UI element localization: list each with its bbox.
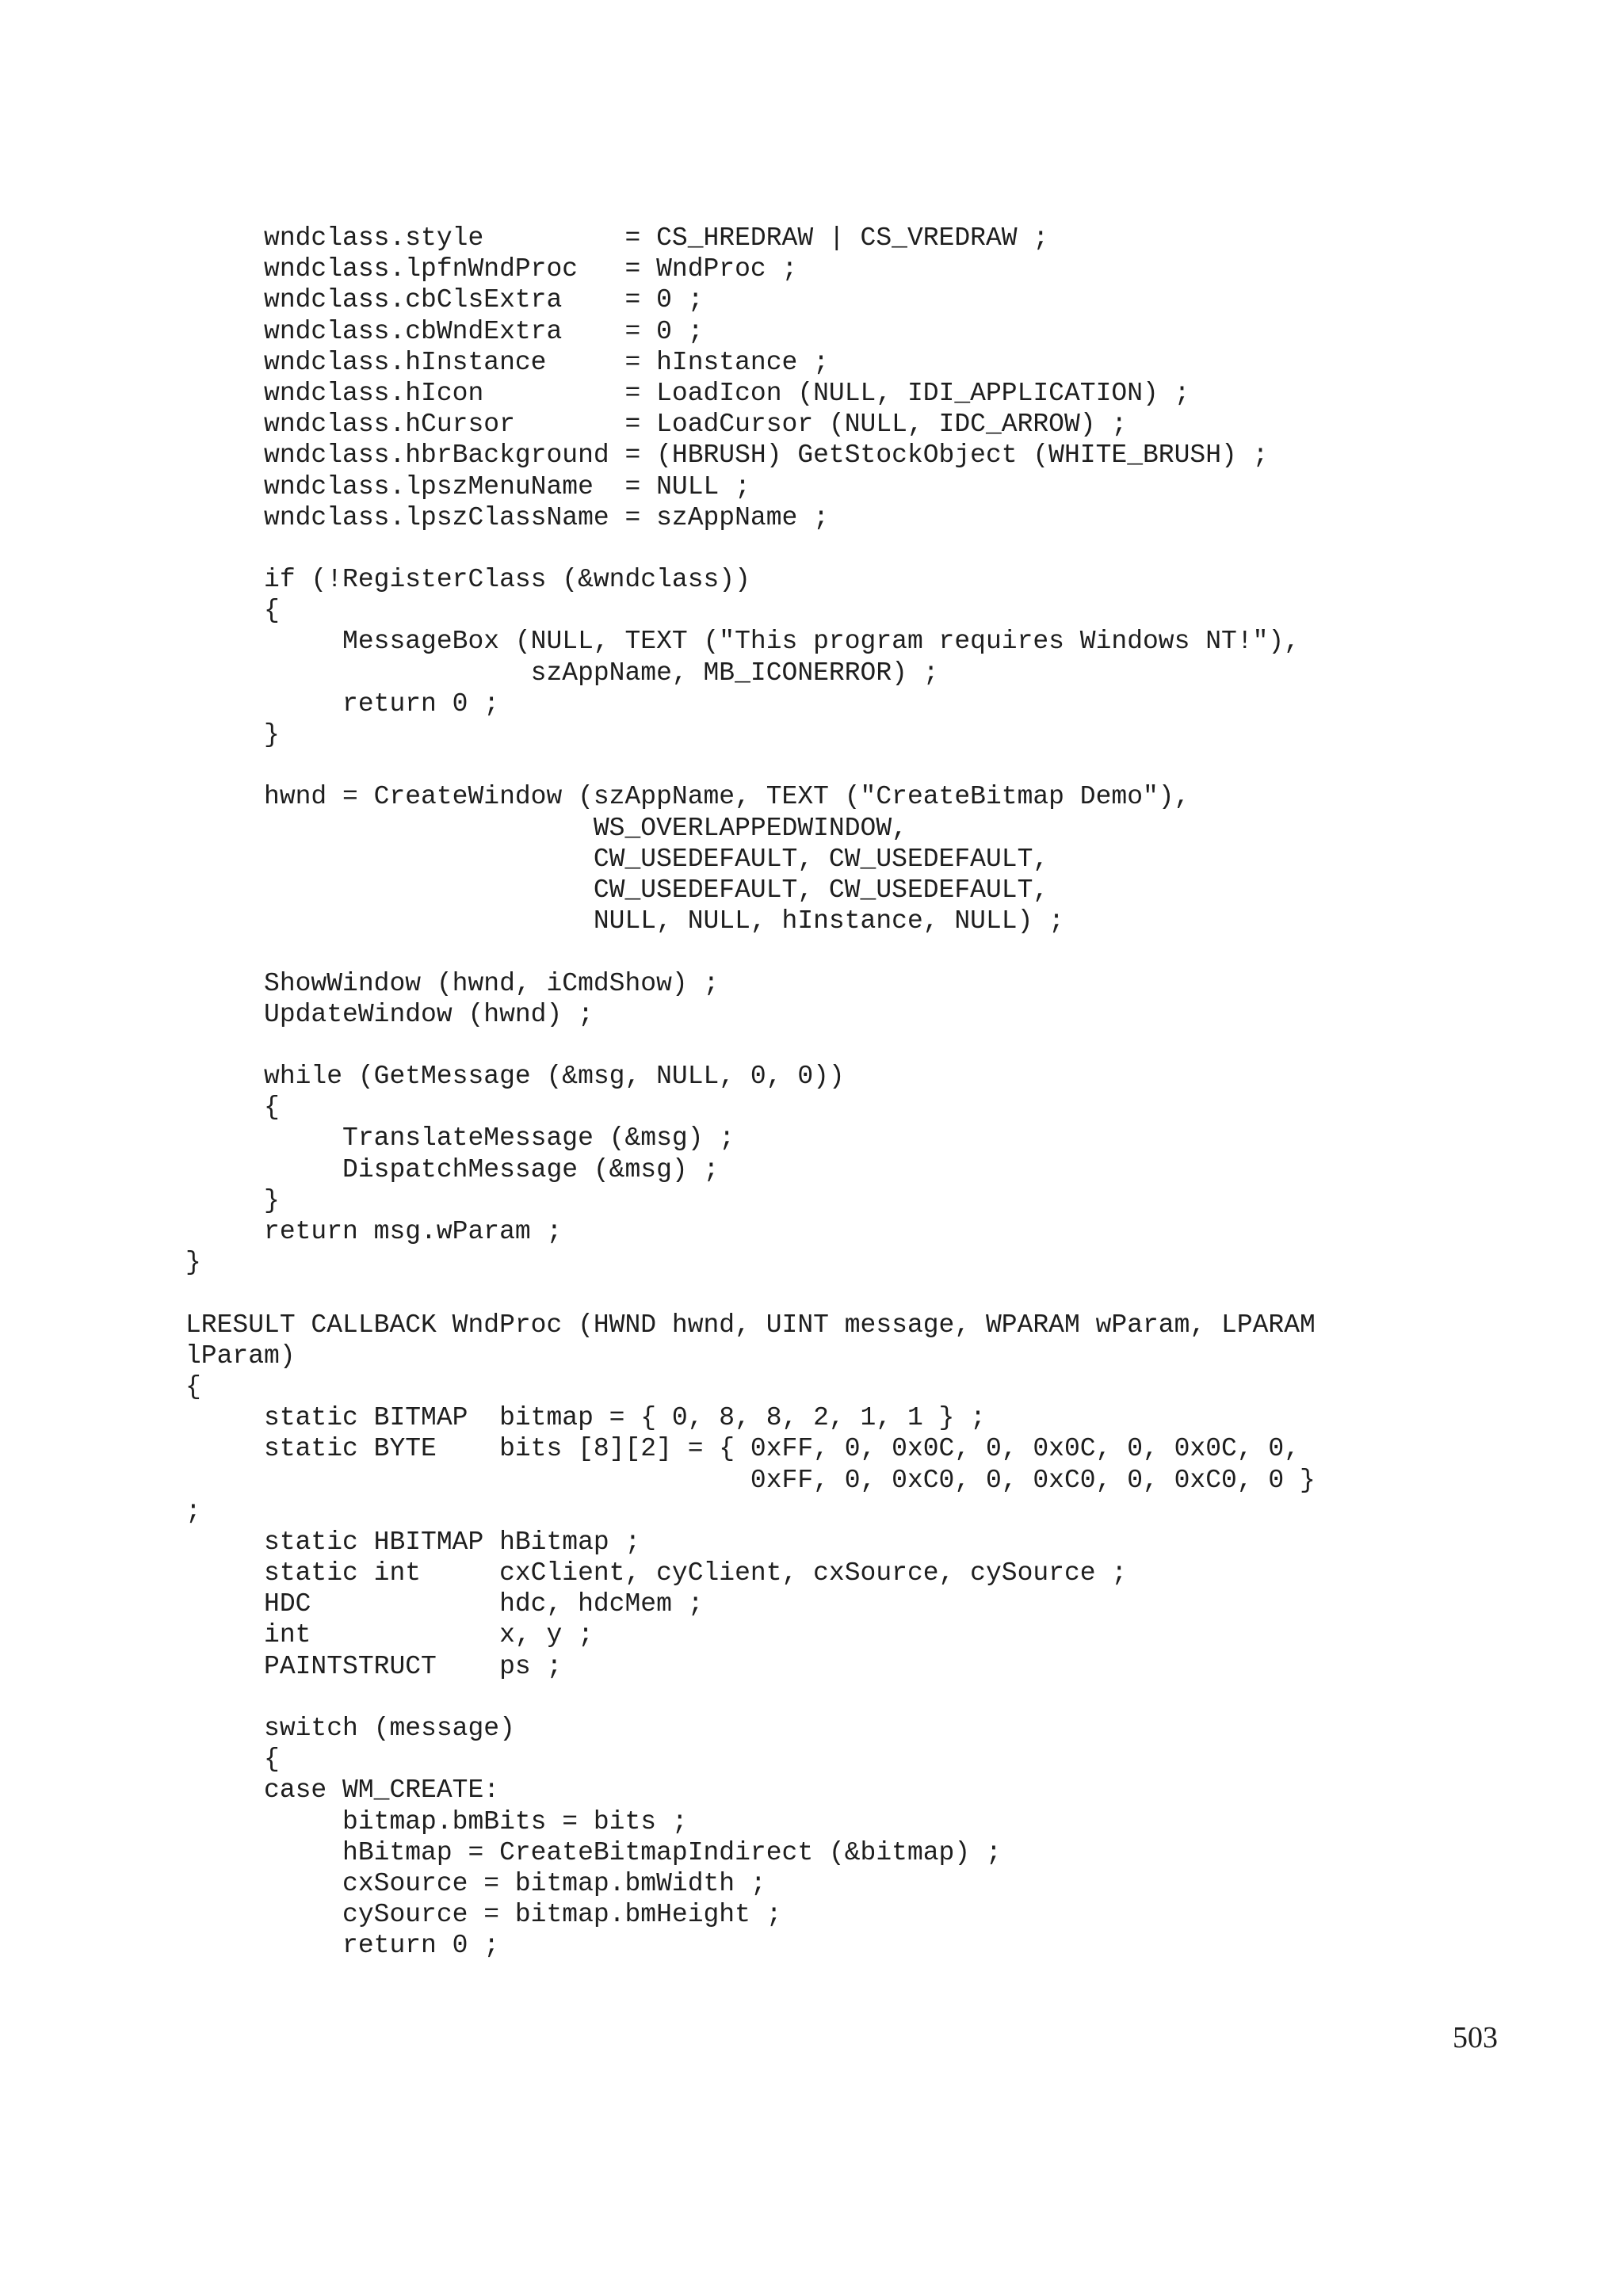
code-line: case WM_CREATE:: [185, 1775, 500, 1806]
code-line: [185, 533, 1533, 564]
code-listing: [185, 223, 1533, 1962]
code-line: wndclass.hbrBackground = (HBRUSH) GetStockObject (WHITE_BRUSH) ;: [185, 441, 1269, 471]
page-number: 503: [1453, 2021, 1498, 2054]
code-line: UpdateWindow (hwnd) ;: [185, 999, 594, 1029]
code-line: wndclass.lpszMenuName = NULL ;: [185, 471, 750, 502]
code-line: static int cxClient, cyClient, cxSource, cySource ;: [185, 1558, 1128, 1589]
code-line: {: [185, 1093, 280, 1123]
code-line: lParam): [185, 1341, 296, 1371]
code-line: DispatchMessage (&msg) ;: [185, 1154, 720, 1184]
code-line: bitmap.bmBits = bits ;: [185, 1806, 688, 1836]
code-line: ShowWindow (hwnd, iCmdShow) ;: [185, 968, 720, 998]
code-line: [185, 1030, 1533, 1061]
code-line: [185, 1682, 1533, 1713]
code-line: wndclass.style = CS_HREDRAW | CS_VREDRAW ;: [185, 223, 1049, 253]
code-line: [185, 750, 1533, 781]
code-line: wndclass.lpfnWndProc = WndProc ;: [185, 254, 798, 284]
code-line: int x, y ;: [185, 1620, 594, 1650]
code-line: static BYTE bits [8][2] = { 0xFF, 0, 0x0C, 0, 0x0C, 0, 0x0C, 0,: [185, 1434, 1300, 1464]
code-line: szAppName, MB_ICONERROR) ;: [185, 658, 939, 688]
code-line: }: [185, 1248, 201, 1278]
code-line: ;: [185, 1496, 201, 1526]
code-line: MessageBox (NULL, TEXT ("This program requires Windows NT!"),: [185, 627, 1300, 657]
code-line: while (GetMessage (&msg, NULL, 0, 0)): [185, 1062, 845, 1092]
code-line: WS_OVERLAPPEDWINDOW,: [185, 813, 907, 843]
code-line: {: [185, 596, 280, 626]
code-line: PAINTSTRUCT ps ;: [185, 1651, 563, 1681]
code-line: {: [185, 1745, 280, 1775]
code-line: if (!RegisterClass (&wndclass)): [185, 565, 750, 595]
code-line: return msg.wParam ;: [185, 1217, 563, 1246]
code-line: wndclass.lpszClassName = szAppName ;: [185, 502, 829, 532]
code-line: wndclass.hInstance = hInstance ;: [185, 347, 829, 377]
code-line: cySource = bitmap.bmHeight ;: [185, 1900, 782, 1930]
code-line: HDC hdc, hdcMem ;: [185, 1589, 704, 1619]
code-line: }: [185, 720, 280, 749]
code-line: hwnd = CreateWindow (szAppName, TEXT ("CreateBitmap Demo"),: [185, 782, 1190, 812]
code-line: static HBITMAP hBitmap ;: [185, 1527, 641, 1557]
code-line: TranslateMessage (&msg) ;: [185, 1123, 735, 1154]
code-line: CW_USEDEFAULT, CW_USEDEFAULT,: [185, 844, 1049, 874]
code-line: {: [185, 1371, 201, 1402]
code-line: NULL, NULL, hInstance, NULL) ;: [185, 906, 1064, 936]
code-line: CW_USEDEFAULT, CW_USEDEFAULT,: [185, 875, 1049, 905]
code-line: 0xFF, 0, 0xC0, 0, 0xC0, 0, 0xC0, 0 }: [185, 1465, 1316, 1495]
code-line: cxSource = bitmap.bmWidth ;: [185, 1868, 766, 1898]
code-line: switch (message): [185, 1714, 515, 1743]
code-line: [185, 936, 1533, 967]
code-line: return 0 ;: [185, 1931, 500, 1961]
code-line: [185, 1278, 1533, 1309]
code-line: hBitmap = CreateBitmapIndirect (&bitmap) ;: [185, 1837, 1002, 1867]
code-line: }: [185, 1185, 280, 1215]
code-line: wndclass.cbClsExtra = 0 ;: [185, 285, 704, 315]
code-line: wndclass.hIcon = LoadIcon (NULL, IDI_APPLICATION) ;: [185, 378, 1190, 408]
code-line: return 0 ;: [185, 688, 500, 719]
code-line: wndclass.hCursor = LoadCursor (NULL, IDC_ARROW) ;: [185, 410, 1128, 440]
code-line: wndclass.cbWndExtra = 0 ;: [185, 316, 704, 346]
code-line: LRESULT CALLBACK WndProc (HWND hwnd, UINT message, WPARAM wParam, LPARAM: [185, 1310, 1316, 1340]
code-line: static BITMAP bitmap = { 0, 8, 8, 2, 1, 1 } ;: [185, 1403, 986, 1433]
